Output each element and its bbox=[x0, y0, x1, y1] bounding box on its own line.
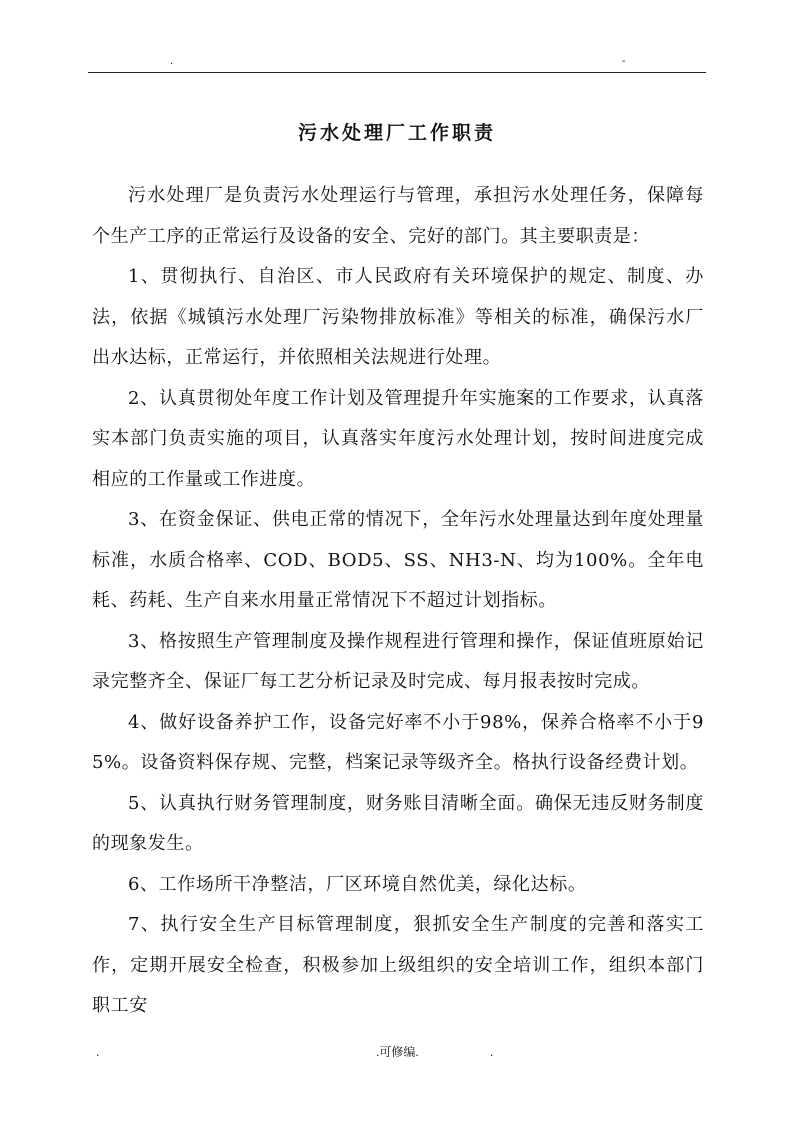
page-footer bbox=[0, 1044, 794, 1060]
footer-editable-note: .可修编. bbox=[376, 1045, 419, 1059]
footer-right-mark: . bbox=[490, 1045, 494, 1059]
footer-left-mark: . bbox=[96, 1045, 100, 1059]
duty-item-3a: 3、在资金保证、供电正常的情况下，全年污水处理量达到年度处理量标准，水质合格率、COD、BOD5、SS、NH3-N、均为100%。全年电耗、药耗、生产自来水用量正常情况下不超过计划指标。 bbox=[92, 509, 704, 611]
header-right-mark: - bbox=[622, 56, 626, 67]
duty-item-7: 7、执行安全生产目标管理制度，狠抓安全生产制度的完善和落实工作，定期开展安全检查，积极参加上级组织的安全培训工作，组织本部门职工安 bbox=[92, 914, 704, 1016]
duty-item-1: 1、贯彻执行、自治区、市人民政府有关环境保护的规定、制度、办法，依据《城镇污水处理厂污染物排放标准》等相关的标准，确保污水厂出水达标，正常运行，并依照相关法规进行处理。 bbox=[92, 266, 704, 368]
duty-item-3b: 3、格按照生产管理制度及操作规程进行管理和操作，保证值班原始记录完整齐全、保证厂每工艺分析记录及时完成、每月报表按时完成。 bbox=[92, 630, 704, 692]
duty-item-4: 4、做好设备养护工作，设备完好率不小于98%，保养合格率不小于95%。设备资料保存规、完整，档案记录等级齐全。格执行设备经费计划。 bbox=[92, 711, 704, 773]
duty-item-5: 5、认真执行财务管理制度，财务账目清晰全面。确保无违反财务制度的现象发生。 bbox=[92, 792, 704, 854]
duty-item-6: 6、工作场所干净整洁，厂区环境自然优美，绿化达标。 bbox=[128, 873, 587, 895]
document-title: 污水处理厂工作职责 bbox=[297, 122, 496, 144]
header-left-mark: . bbox=[170, 56, 174, 67]
header-rule bbox=[88, 72, 706, 73]
document-body bbox=[92, 176, 704, 1027]
intro-paragraph: 污水处理厂是负责污水处理运行与管理，承担污水处理任务，保障每个生产工序的正常运行及设备的安全、完好的部门。其主要职责是： bbox=[92, 185, 704, 247]
duty-item-2: 2、认真贯彻处年度工作计划及管理提升年实施案的工作要求，认真落实本部门负责实施的项目，认真落实年度污水处理计划，按时间进度完成相应的工作量或工作进度。 bbox=[92, 387, 704, 490]
